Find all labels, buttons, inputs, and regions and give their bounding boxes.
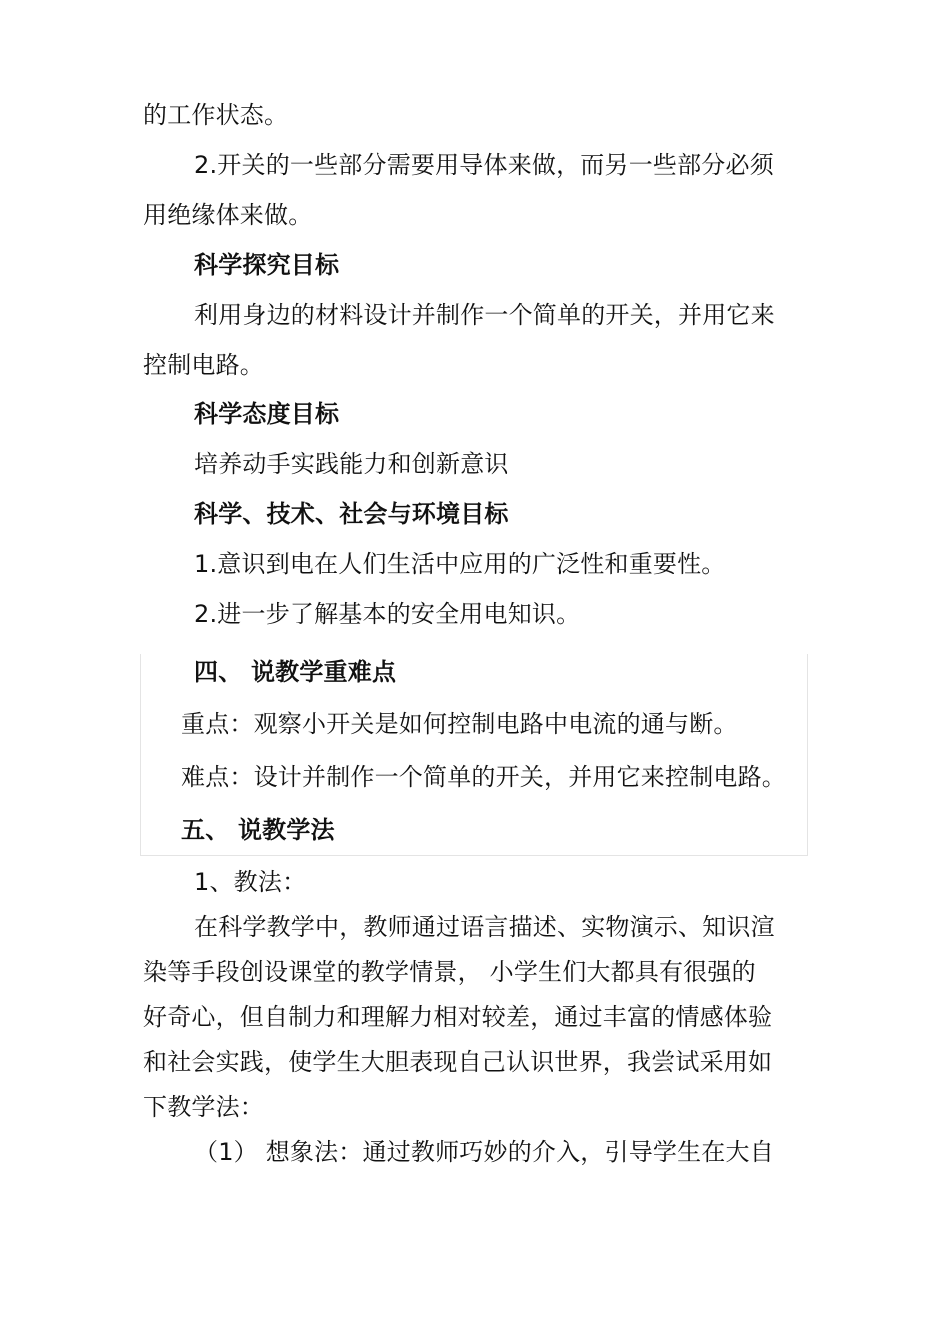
body-line-imagination-method: （1） 想象法：通过教师巧妙的介入，引导学生在大自 <box>194 1138 774 1166</box>
body-line-switch-parts: 2.开关的一些部分需要用导体来做，而另一些部分必须 <box>194 151 774 179</box>
body-line-electricity-importance: 1.意识到电在人们生活中应用的广泛性和重要性。 <box>194 550 726 578</box>
body-line-safety-knowledge: 2.进一步了解基本的安全用电知识。 <box>194 600 581 628</box>
body-line-methods-intro: 下教学法： <box>143 1093 264 1121</box>
body-line-control-circuit: 控制电路。 <box>143 351 264 379</box>
body-line-insulator: 用绝缘体来做。 <box>143 201 313 229</box>
heading-science-inquiry: 科学探究目标 <box>194 251 340 279</box>
difficult-point-line: 难点：设计并制作一个简单的开关，并用它来控制电路。 <box>181 763 786 791</box>
body-line-curiosity: 好奇心，但自制力和理解力相对较差，通过丰富的情感体验 <box>143 1003 773 1031</box>
key-point-line: 重点：观察小开关是如何控制电路中电流的通与断。 <box>181 710 738 738</box>
body-line-classroom-scene: 染等手段创设课堂的教学情景， 小学生们大都具有很强的 <box>143 958 756 986</box>
heading-stse: 科学、技术、社会与环境目标 <box>194 500 509 528</box>
body-line-social-practice: 和社会实践，使学生大胆表现自己认识世界，我尝试采用如 <box>143 1048 773 1076</box>
body-line-science-teaching: 在科学教学中，教师通过语言描述、实物演示、知识渲 <box>194 913 775 941</box>
body-line-practice-ability: 培养动手实践能力和创新意识 <box>194 450 509 478</box>
body-line-work-state: 的工作状态。 <box>143 101 289 129</box>
heading-teaching-methods: 五、 说教学法 <box>181 816 335 844</box>
heading-science-attitude: 科学态度目标 <box>194 400 340 428</box>
subheading-teaching-method: 1、教法： <box>194 868 307 896</box>
heading-key-difficult-points: 四、 说教学重难点 <box>194 658 397 686</box>
body-line-design-switch: 利用身边的材料设计并制作一个简单的开关，并用它来 <box>194 301 775 329</box>
